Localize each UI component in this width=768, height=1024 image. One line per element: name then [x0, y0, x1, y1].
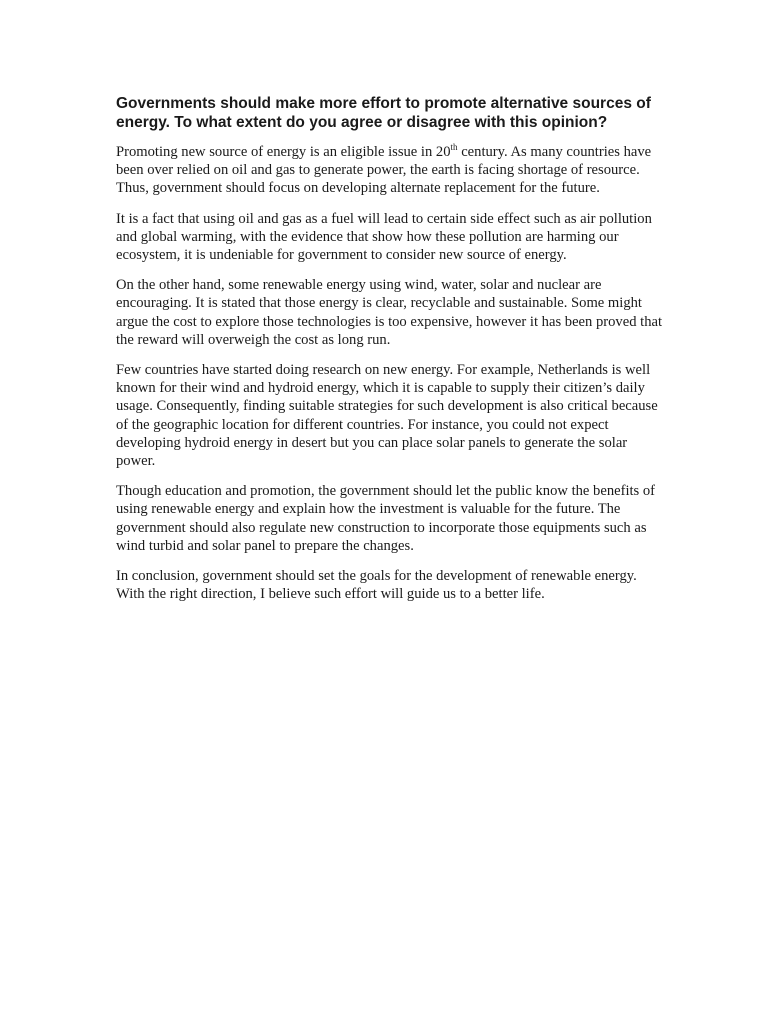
essay-title: Governments should make more effort to promote alternative sources of energy. To what extent do you agree or disagree with this opinion?	[116, 95, 651, 131]
ordinal-suffix: th	[450, 142, 458, 153]
paragraph-intro-rest: century. As many countries have been over relied on oil and gas to generate power, the earth is facing shortage of resource. Thus, government should focus on developing alternate replacement for the future.	[116, 144, 652, 197]
paragraph-education: Though education and promotion, the government should let the public know the benefits of using renewable energy and explain how the investment is valuable for the future. The government should also regulate new construction to incorporate those equipments such as wind turbid and solar panel to prepare the changes.	[116, 483, 656, 554]
paragraph-intro-start: Promoting new source of energy is an eligible issue in 20	[116, 144, 451, 160]
paragraph-intro	[116, 143, 668, 198]
paragraph-renewable: On the other hand, some renewable energy using wind, water, solar and nuclear are encouraging. It is stated that those energy is clear, recyclable and sustainable. Some might argue the cost to explore those technologies is too expensive, however it has been proved that the reward will overweigh the cost as long run.	[116, 277, 663, 348]
paragraph-pollution: It is a fact that using oil and gas as a fuel will lead to certain side effect such as air pollution and global warming, with the evidence that show how these pollution are harming our ecosystem, it is undeniable for government to consider new source of energy.	[116, 210, 652, 264]
paragraph-research: Few countries have started doing research on new energy. For example, Netherlands is well known for their wind and hydroid energy, which it is capable to supply their citizen’s daily usage. Consequently, finding suitable strategies for such development is also critical because of the geographic location for different countries. For instance, you could not expect developing hydroid energy in desert but you can place solar panels to generate the solar power.	[116, 362, 658, 470]
paragraph-conclusion: In conclusion, government should set the goals for the development of renewable energy. With the right direction, I believe such effort will guide us to a better life.	[116, 568, 637, 603]
